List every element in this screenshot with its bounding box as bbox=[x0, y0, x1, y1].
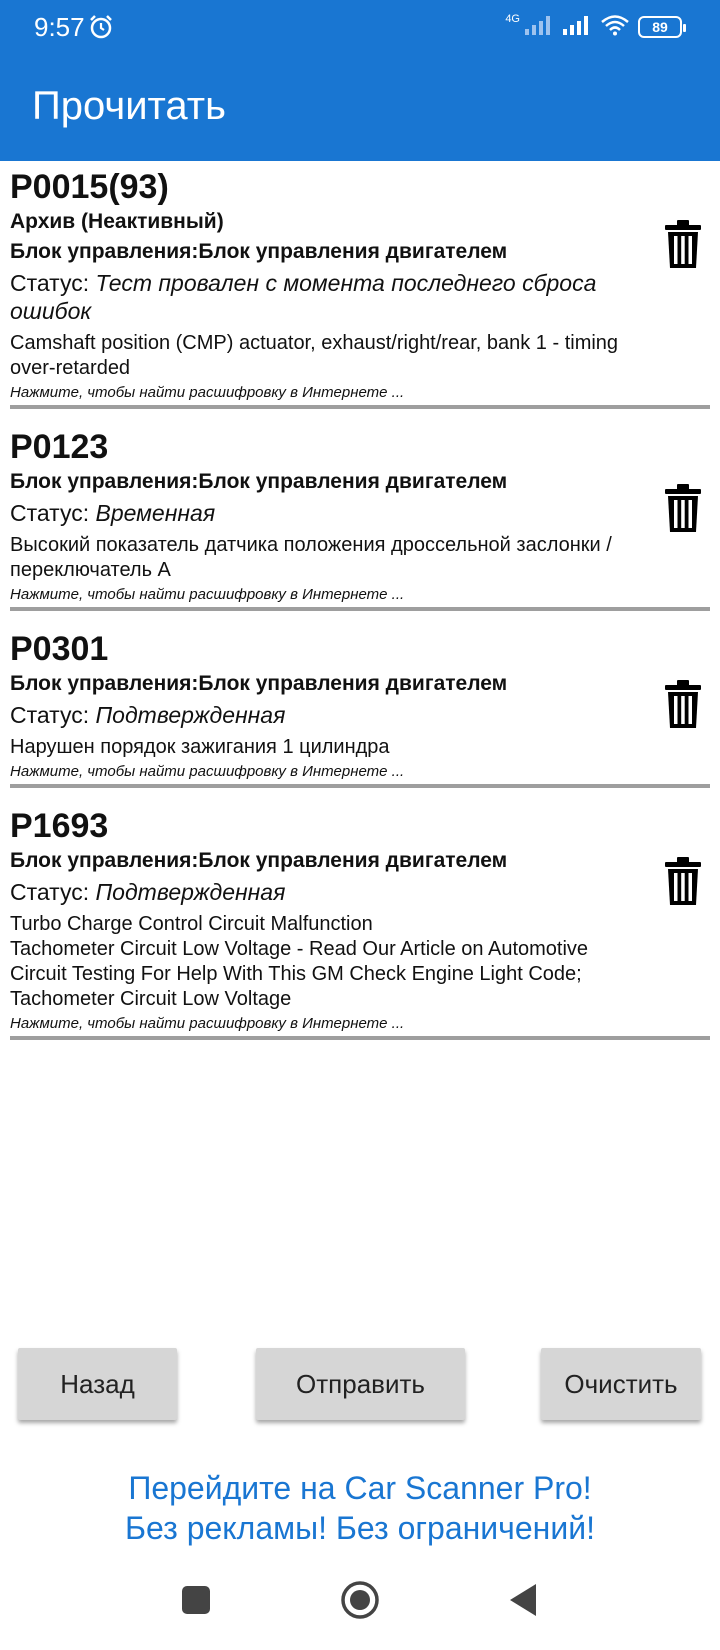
status-label: Статус: bbox=[10, 702, 96, 728]
trash-icon[interactable] bbox=[664, 483, 702, 533]
dtc-description: Turbo Charge Control Circuit Malfunction Tachometer Circuit Low Voltage - Read Our Article on Automotive Circuit Testing For Help With This GM Check Engine Light Code; Tachometer Circuit Low Voltage bbox=[10, 913, 589, 1010]
status-value: Временная bbox=[95, 500, 216, 526]
battery-indicator: 89 bbox=[638, 16, 682, 38]
dtc-description: Camshaft position (CMP) actuator, exhaust/right/rear, bank 1 - timing over-retarded bbox=[10, 332, 619, 379]
network-type: 4G bbox=[505, 13, 520, 25]
search-online-hint[interactable]: Нажмите, чтобы найти расшифровку в Интернете ... bbox=[10, 586, 405, 603]
dtc-control-unit: Блок управления:Блок управления двигателем bbox=[10, 849, 508, 872]
dtc-item-p0123[interactable] bbox=[10, 421, 710, 611]
system-nav-bar bbox=[0, 1570, 720, 1650]
dtc-code: P0123 bbox=[10, 428, 109, 466]
status-label: Статус: bbox=[10, 879, 96, 905]
dtc-list bbox=[0, 161, 720, 1040]
dtc-archive-label: Архив (Неактивный) bbox=[10, 210, 224, 233]
back-nav-icon[interactable] bbox=[508, 1582, 538, 1623]
dtc-status bbox=[10, 269, 710, 325]
alarm-icon bbox=[88, 14, 114, 40]
status-icons bbox=[505, 12, 682, 42]
dtc-status bbox=[10, 499, 710, 527]
dtc-control-unit: Блок управления:Блок управления двигателем bbox=[10, 470, 508, 493]
dtc-control-unit: Блок управления:Блок управления двигателем bbox=[10, 672, 508, 695]
dtc-item-p1693[interactable] bbox=[10, 800, 710, 1040]
trash-icon[interactable] bbox=[664, 679, 702, 729]
home-icon[interactable] bbox=[340, 1580, 380, 1625]
trash-icon[interactable] bbox=[664, 856, 702, 906]
pro-promo-link[interactable] bbox=[0, 1468, 720, 1548]
page-title: Прочитать bbox=[32, 84, 226, 128]
search-online-hint[interactable]: Нажмите, чтобы найти расшифровку в Интернете ... bbox=[10, 384, 405, 401]
status-label: Статус: bbox=[10, 500, 96, 526]
dtc-control-unit: Блок управления:Блок управления двигателем bbox=[10, 240, 508, 263]
dtc-code: P1693 bbox=[10, 807, 109, 845]
send-button[interactable]: Отправить bbox=[256, 1348, 465, 1420]
dtc-description: Нарушен порядок зажигания 1 цилиндра bbox=[10, 736, 390, 758]
status-label: Статус: bbox=[10, 270, 96, 296]
search-online-hint[interactable]: Нажмите, чтобы найти расшифровку в Интернете ... bbox=[10, 763, 405, 780]
dtc-status bbox=[10, 701, 710, 729]
status-time: 9:57 bbox=[34, 12, 85, 42]
promo-line-2: Без рекламы! Без ограничений! bbox=[125, 1510, 595, 1546]
signal-icon bbox=[524, 14, 554, 41]
wifi-icon bbox=[600, 14, 630, 41]
dtc-item-p0301[interactable] bbox=[10, 623, 710, 788]
dtc-status bbox=[10, 878, 710, 906]
dtc-code: P0015(93) bbox=[10, 168, 169, 206]
clear-button[interactable]: Очистить bbox=[541, 1348, 701, 1420]
status-value: Подтвержденная bbox=[95, 702, 286, 728]
status-value: Подтвержденная bbox=[95, 879, 286, 905]
promo-line-1: Перейдите на Car Scanner Pro! bbox=[128, 1470, 592, 1506]
recents-icon[interactable] bbox=[181, 1585, 211, 1620]
status-value: Тест провален с момента последнего сброса ошибок bbox=[10, 270, 597, 324]
dtc-code: P0301 bbox=[10, 630, 109, 668]
trash-icon[interactable] bbox=[664, 219, 702, 269]
signal-icon-2 bbox=[562, 14, 592, 41]
dtc-item-p0015[interactable] bbox=[10, 161, 710, 409]
search-online-hint[interactable]: Нажмите, чтобы найти расшифровку в Интернете ... bbox=[10, 1015, 405, 1032]
back-button[interactable]: Назад bbox=[18, 1348, 177, 1420]
dtc-description: Высокий показатель датчика положения дроссельной заслонки / переключатель A bbox=[10, 534, 612, 581]
app-bar bbox=[0, 0, 720, 161]
